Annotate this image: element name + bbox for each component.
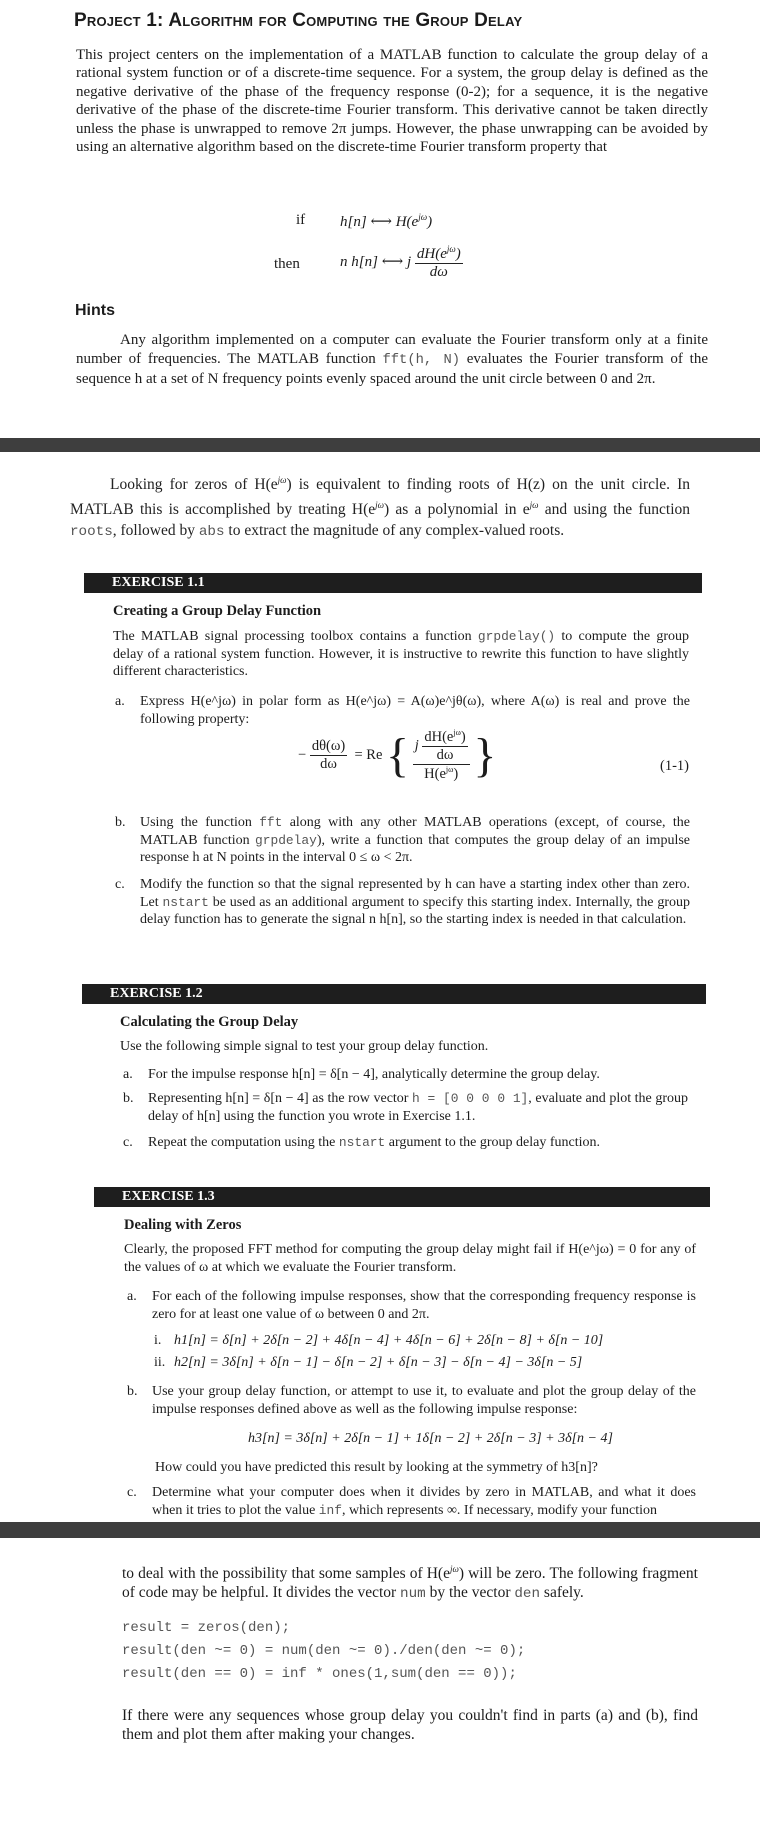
exercise-1-2-header: EXERCISE 1.2 [82, 984, 706, 1004]
code-line-3: result(den == 0) = inf * ones(1,sum(den == 0)); [122, 1666, 517, 1682]
closing-paragraph: If there were any sequences whose group delay you couldn't find in parts (a) and (b), find them and plot them after making your changes. [122, 1707, 698, 1743]
symmetry-question: How could you have predicted this result by looking at the symmetry of h3[n]? [155, 1460, 598, 1475]
equation-1-1: − $\frac{d\theta(\omega)}{d\omega}$ = Re { j $\frac{dH(e^{j\omega})}{d\omega}$ $H(e^{j\omega})$ } [298, 728, 497, 782]
exercise-1-2-intro: Use the following simple signal to test your group delay function. [120, 1039, 489, 1054]
project-title: Project 1: Algorithm for Computing the Group Delay [74, 10, 523, 31]
impulse-response-h1: i. h1[n] = δ[n] + 2δ[n − 2] + 4δ[n − 4] + 4δ[n − 6] + 2δ[n − 8] + δ[n − 10] [154, 1333, 604, 1348]
code-fft: fft(h, N) [382, 352, 461, 368]
exercise-1-3-subtitle: Dealing with Zeros [124, 1217, 242, 1233]
project-intro: This project centers on the implementation of a MATLAB function to calculate the group delay of a rational system function or of a discrete-time sequence. For a system, the group delay is defined as the negative derivative of the phase of the frequency response (0-2); for a sequence, it is the negative derivative of the phase of the discrete-time Fourier transform. This derivative cannot be taken directly unless the phase is unwrapped to remove 2π jumps. However, the phase unwrapping can be avoided by using an alternative algorithm based on the discrete-time Fourier transform property that [76, 47, 708, 156]
impulse-response-h2: ii. h2[n] = 3δ[n] + δ[n − 1] − δ[n − 2] + δ[n − 3] − δ[n − 4] − 3δ[n − 5] [154, 1355, 583, 1370]
exercise-1-3-part-b: b. Use your group delay function, or attempt to use it, to evaluate and plot the group delay of the impulse responses defined above as well as the following impulse response: [127, 1384, 696, 1417]
exercise-1-3-intro: Clearly, the proposed FFT method for computing the group delay might fail if H(e^jω) = 0 for any of the values of ω at which we evaluate the Fourier transform. [124, 1242, 696, 1275]
code-line-1: result = zeros(den); [122, 1620, 291, 1636]
exercise-1-2-part-a: a. For the impulse response h[n] = δ[n − 4], analytically determine the group delay. [123, 1067, 600, 1082]
hints-paragraph: Any algorithm implemented on a computer can evaluate the Fourier transform only at a finite number of frequencies. The MATLAB function fft(h, N) evaluates the Fourier transform of the sequence h at a set of N frequency points evenly spaced around the unit circle between 0 and 2π. [76, 332, 709, 388]
exercise-1-2-subtitle: Calculating the Group Delay [120, 1014, 299, 1030]
page-divider-2 [0, 1522, 760, 1538]
exercise-1-2-part-b: b. Representing h[n] = δ[n − 4] as the row vector h = [0 0 0 0 1], evaluate and plot the group delay of h[n] using the function you wrote in Exercise 1.1. [123, 1091, 688, 1124]
exercise-1-1-part-c: c. Modify the function so that the signal represented by h can have a starting index other than zero. Let nstart be used as an additional argument to specify this starting index. Internally, the group delay function has to generate the signal n h[n], so the starting index is needed in that calculation. [115, 877, 691, 927]
exercise-1-1-part-b: b. Using the function fft along with any other MATLAB operations (except, of course, the MATLAB function grpdelay), write a function that computes the group delay of an impulse response h at N points in the interval 0 ≤ ω < 2π. [115, 815, 690, 865]
exercise-1-3-part-a: a. For each of the following impulse responses, show that the corresponding frequency response is zero for at least one value of ω between 0 and 2π. [127, 1289, 696, 1322]
exercise-1-1-header: EXERCISE 1.1 [84, 573, 702, 593]
exercise-1-3-part-c: c. Determine what your computer does when it divides by zero in MATLAB, and what it does when it tries to plot the value inf, which represents ∞. If necessary, modify your function [127, 1485, 696, 1518]
equation-tag: (1-1) [660, 758, 689, 774]
exercise-1-2-part-c: c. Repeat the computation using the nstart argument to the group delay function. [123, 1135, 601, 1150]
impulse-response-h3: h3[n] = 3δ[n] + 2δ[n − 1] + 1δ[n − 2] + 2δ[n − 3] + 3δ[n − 4] [248, 1431, 613, 1446]
code-roots: roots [70, 524, 113, 541]
code-abs: abs [198, 524, 225, 541]
if-label: if [296, 212, 306, 228]
then-label: then [274, 256, 300, 272]
fourier-pair-equation: h[n] ⟷ $H(e^{j\omega})$ [340, 212, 433, 230]
hints-heading: Hints [75, 302, 115, 319]
derivative-pair-equation: n h[n] ⟷ j $\frac{dH(e^{j\omega})}{d\omega}$ [340, 244, 461, 280]
exercise-1-1-intro: The MATLAB signal processing toolbox contains a function grpdelay() to compute the group delay of a rational system function. However, it is instructive to rewrite this function to have slightly different characteristics. [113, 629, 689, 679]
exercise-1-1-part-a: a. Express H(e^jω) in polar form as H(e^jω) = A(ω)e^jθ(ω), where A(ω) is real and prove the following property: [115, 694, 690, 727]
exercise-1-1-subtitle: Creating a Group Delay Function [113, 603, 322, 619]
roots-paragraph: Looking for zeros of $H(e^{j\omega})$ is equivalent to finding roots of H(z) on the unit circle. In MATLAB this is accomplished by treating $H(e^{j\omega})$ as a polynomial in $e^{j\omega}$ and using the function roots, followed by abs to extract the magnitude of any complex-valued roots. [70, 475, 690, 541]
exercise-1-3-header: EXERCISE 1.3 [94, 1187, 710, 1207]
continuation-paragraph: to deal with the possibility that some samples of $H(e^{j\omega})$ will be zero. The following fragment of code may be helpful. It divides the vector num by the vector den safely. [122, 1564, 698, 1603]
code-line-2: result(den ~= 0) = num(den ~= 0)./den(den ~= 0); [122, 1643, 526, 1659]
page-divider [0, 438, 760, 452]
